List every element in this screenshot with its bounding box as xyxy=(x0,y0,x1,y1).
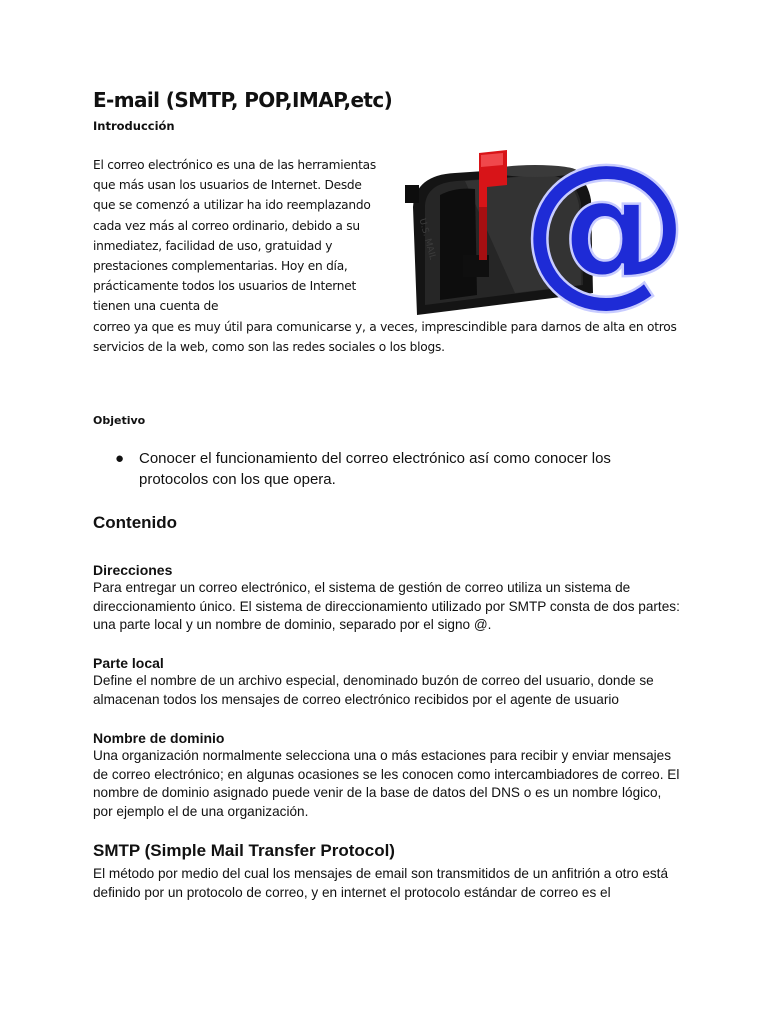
section-text: El método por medio del cual los mensajes de email son transmitidos de un anfitrión a otro está definido por un protocolo de correo, y en internet el protocolo estándar de correo es el xyxy=(93,866,669,900)
section-text: Para entregar un correo electrónico, el sistema de gestión de correo utiliza un sistema de direccionamiento único. El sistema de direccionamiento utilizado por SMTP consta de dos partes: una parte local y un nombre de dominio, separado por el signo @. xyxy=(93,580,680,632)
section-smtp xyxy=(93,840,683,902)
section-heading: Parte local xyxy=(93,655,164,671)
objective-list xyxy=(93,449,653,490)
list-item xyxy=(93,449,653,490)
mailbox-letters: U.S. MAIL xyxy=(416,217,438,262)
section-direcciones xyxy=(93,561,683,635)
objective-heading: Objetivo xyxy=(93,414,146,427)
document-title: E-mail (SMTP, POP,IMAP,etc) xyxy=(93,88,393,112)
section-heading: Nombre de dominio xyxy=(93,730,225,746)
intro-text-wide: correo ya que es muy útil para comunicarse y, a veces, imprescindible para darnos de alta en otros servicios de la web, como son las redes sociales o los blogs. xyxy=(93,319,677,354)
section-text: Define el nombre de un archivo especial, denominado buzón de correo del usuario, donde se almacenan todos los mensajes de correo electrónico recibidos por el agente de usuario xyxy=(93,673,654,707)
bullet-icon: ● xyxy=(115,450,125,467)
intro-heading: Introducción xyxy=(93,119,175,133)
section-heading: Direcciones xyxy=(93,562,173,578)
section-nombre-dominio xyxy=(93,729,683,821)
mailbox-at-illustration xyxy=(395,127,689,323)
content-heading: Contenido xyxy=(93,513,178,532)
at-symbol-icon: @ xyxy=(521,127,689,323)
section-parte-local xyxy=(93,654,683,709)
section-heading: SMTP (Simple Mail Transfer Protocol) xyxy=(93,841,395,860)
intro-text-narrow: El correo electrónico es una de las herramientas que más usan los usuarios de Internet. Desde que se comenzó a utilizar ha ido reemplazando cada vez más al correo ordinario, debido a su inmediatez, facilidad de uso, gratuidad y prestaciones complementarias. Hoy en día, prácticamente todos los usuarios de Internet tienen una cuenta de xyxy=(93,158,376,314)
objective-item-text: Conocer el funcionamiento del correo electrónico así como conocer los protocolos con los que opera. xyxy=(139,450,611,488)
section-text: Una organización normalmente selecciona una o más estaciones para recibir y enviar mensajes de correo electrónico; en algunas ocasiones se les conocen como intercambiadores de correo. El nombre de dominio asignado puede venir de la base de datos del DNS o es un nombre lógico, por ejemplo el de una organización. xyxy=(93,748,680,819)
